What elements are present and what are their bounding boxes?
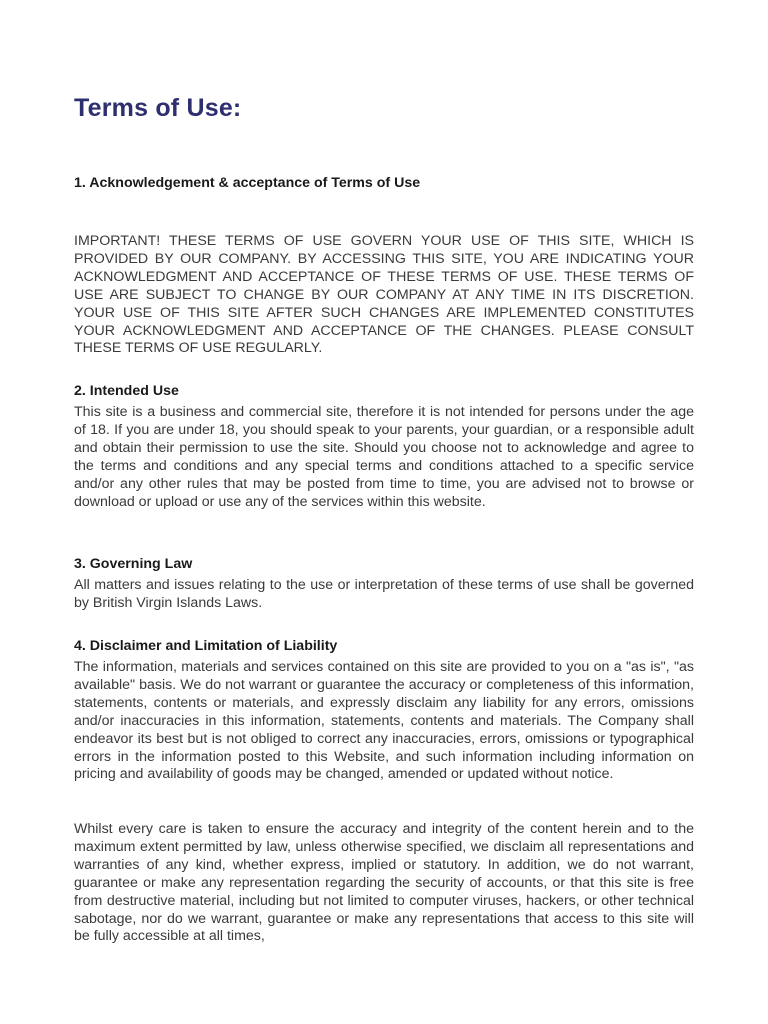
section-paragraph-intended-use: This site is a business and commercial site, therefore it is not intended for persons under the age of 18. If you are under 18, you should speak to your parents, your guardian, or a responsible adult and obtain their permission to use the site. Should you choose not to acknowledge and agree to the terms and conditions and any special terms and conditions attached to a specific service and/or any other rules that may be posted from time to time, you are advised not to browse or download or upload or use any of the services within this website. xyxy=(74,404,694,510)
page-title: Terms of Use: xyxy=(74,94,242,122)
section-heading-acknowledgement: 1. Acknowledgement & acceptance of Terms of Use xyxy=(74,175,421,191)
section-paragraph-acknowledgement: IMPORTANT! THESE TERMS OF USE GOVERN YOUR USE OF THIS SITE, WHICH IS PROVIDED BY OUR COMPANY. BY ACCESSING THIS SITE, YOU ARE INDICATING YOUR ACKNOWLEDGMENT AND ACCEPTANCE OF THESE TERMS OF USE. THESE TERMS OF USE ARE SUBJECT TO CHANGE BY OUR COMPANY AT ANY TIME IN ITS DISCRETION. YOUR USE OF THIS SITE AFTER SUCH CHANGES ARE IMPLEMENTED CONSTITUTES YOUR ACKNOWLEDGMENT AND ACCEPTANCE OF THE CHANGES. PLEASE CONSULT THESE TERMS OF USE REGULARLY. xyxy=(74,233,694,357)
section-heading-governing-law: 3. Governing Law xyxy=(74,556,193,572)
section-heading-disclaimer: 4. Disclaimer and Limitation of Liability xyxy=(74,638,338,654)
section-heading-intended-use: 2. Intended Use xyxy=(74,383,179,399)
section-paragraph-disclaimer-continued: Whilst every care is taken to ensure the accuracy and integrity of the content herein and to the maximum extent permitted by law, unless otherwise specified, we disclaim all representations and warranties of any kind, whether express, implied or statutory. In addition, we do not warrant, guarantee or make any representation regarding the security of accounts, or that this site is free from destructive material, including but not limited to computer viruses, hackers, or other technical sabotage, nor do we warrant, guarantee or make any representations that access to this site will be fully accessible at all times, xyxy=(74,821,694,945)
section-paragraph-governing-law: All matters and issues relating to the use or interpretation of these terms of use shall be governed by British Virgin Islands Laws. xyxy=(74,577,694,611)
section-paragraph-disclaimer: The information, materials and services contained on this site are provided to you on a "as is", "as available" basis. We do not warrant or guarantee the accuracy or completeness of this information, statements, contents or materials, and expressly disclaim any liability for any errors, omissions and/or inaccuracies in this information, statements, contents and materials. The Company shall endeavor its best but is not obliged to correct any inaccuracies, errors, omissions or typographical errors in the information posted to this Website, and such information including information on pricing and availability of goods may be changed, amended or updated without notice. xyxy=(74,659,694,783)
